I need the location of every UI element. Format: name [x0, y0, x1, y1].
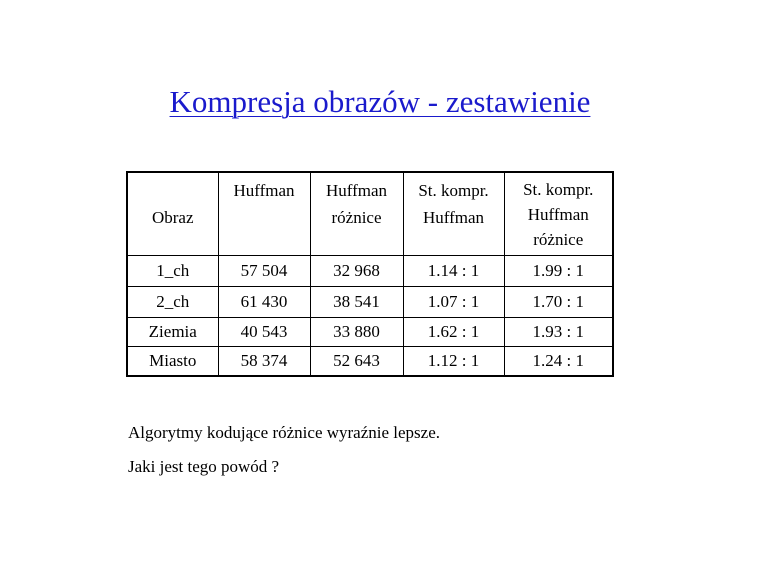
table-row	[127, 346, 613, 376]
header-huffman-roznice-line2: różnice	[331, 208, 382, 227]
table-cell: 58 374	[218, 346, 310, 376]
header-st-kompr-huffman-line1: St. kompr.	[418, 181, 489, 200]
header-huffman-line1: Huffman	[233, 181, 295, 200]
table-cell: Miasto	[127, 346, 218, 376]
table-cell: 1.62 : 1	[403, 317, 504, 346]
table-row	[127, 317, 613, 346]
table-cell: 1.12 : 1	[403, 346, 504, 376]
table-cell: 1_ch	[127, 255, 218, 286]
header-huffman	[218, 172, 310, 255]
table-cell: 33 880	[310, 317, 403, 346]
table-cell: 32 968	[310, 255, 403, 286]
table-cell: 57 504	[218, 255, 310, 286]
comparison-table	[126, 171, 614, 377]
table-cell: 1.99 : 1	[504, 255, 613, 286]
table-cell: 1.24 : 1	[504, 346, 613, 376]
page-title: Kompresja obrazów - zestawienie	[169, 84, 591, 119]
header-st-kompr-roznice-line3: różnice	[533, 230, 584, 249]
header-huffman-roznice-line1: Huffman	[325, 181, 388, 200]
table-cell: 1.70 : 1	[504, 286, 613, 317]
table-header-row	[127, 172, 613, 255]
table-cell: 61 430	[218, 286, 310, 317]
table-row	[127, 286, 613, 317]
header-obraz	[127, 172, 218, 255]
header-st-kompr-huffman	[403, 172, 504, 255]
header-st-kompr-huffman-line2: Huffman	[422, 208, 485, 227]
table-cell: 40 543	[218, 317, 310, 346]
table-cell: 52 643	[310, 346, 403, 376]
note-question: Jaki jest tego powód ?	[128, 457, 280, 476]
header-obraz-label: Obraz	[151, 208, 194, 227]
table-cell: 1.93 : 1	[504, 317, 613, 346]
header-st-kompr-roznice-line2: Huffman	[527, 205, 589, 224]
table-row	[127, 255, 613, 286]
header-huffman-roznice	[310, 172, 403, 255]
header-st-kompr-roznice-line1: St. kompr.	[523, 180, 594, 199]
table-cell: 1.14 : 1	[403, 255, 504, 286]
table-cell: Ziemia	[127, 317, 218, 346]
note-conclusion: Algorytmy kodujące różnice wyraźnie lepsze.	[128, 423, 441, 442]
table-cell: 1.07 : 1	[403, 286, 504, 317]
table-cell: 2_ch	[127, 286, 218, 317]
header-st-kompr-huffman-roznice	[504, 172, 613, 255]
table-cell: 38 541	[310, 286, 403, 317]
